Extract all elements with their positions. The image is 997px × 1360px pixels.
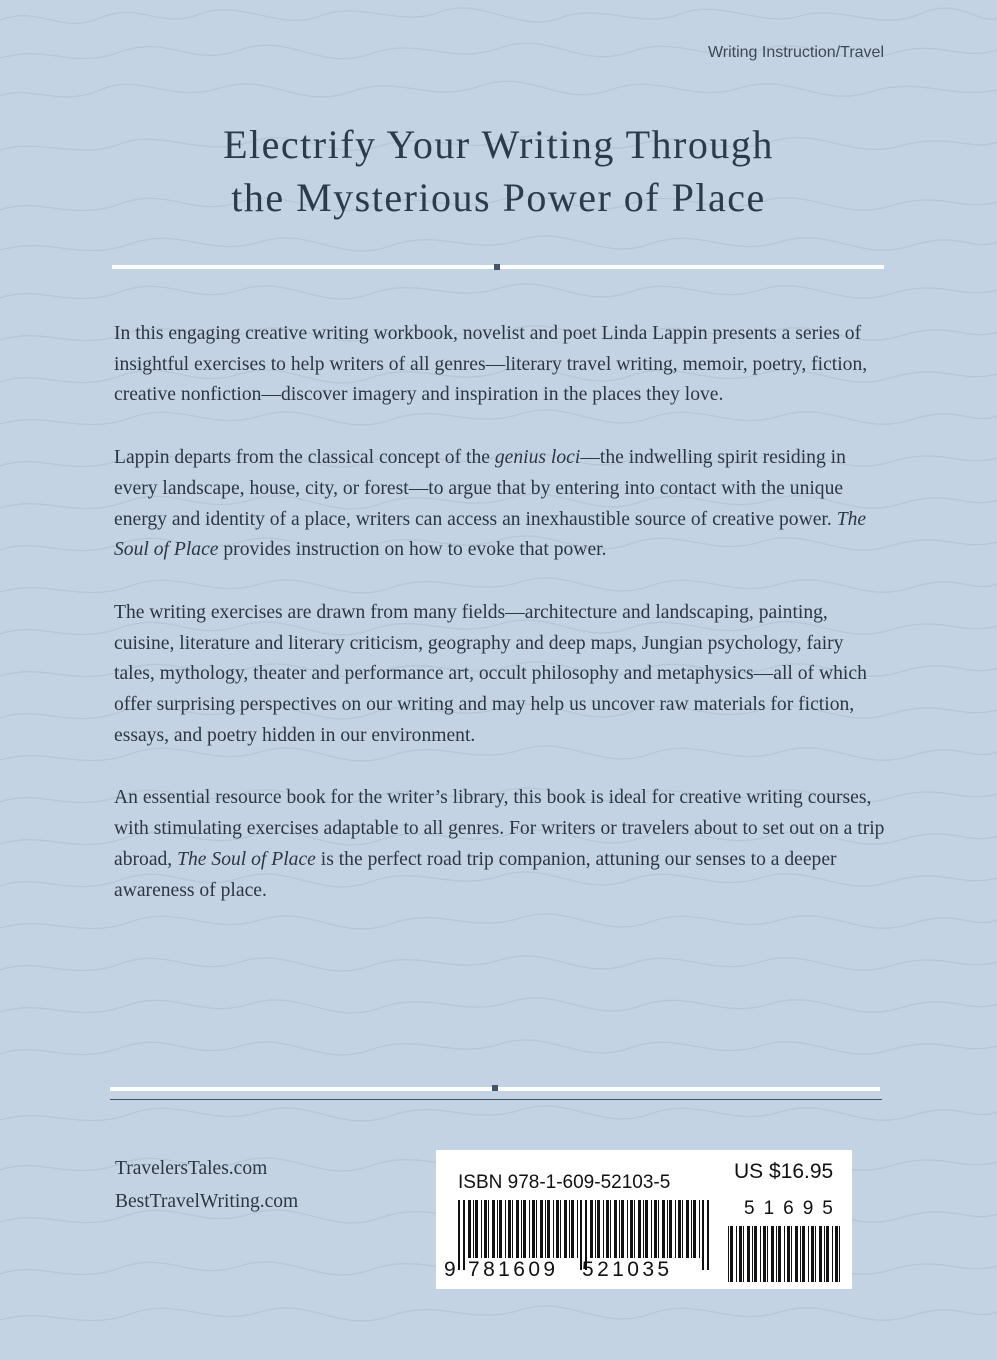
headline-line-2: the Mysterious Power of Place: [231, 175, 766, 220]
barcode-bar: [808, 1226, 809, 1282]
barcode-bar: [658, 1200, 659, 1258]
category-label: Writing Instruction/Travel: [707, 44, 884, 61]
barcode-bar: [512, 1200, 513, 1258]
paragraph-2-text-b: —the indwelling spirit residing in every landscape, house, city, or forest—to argue that by entering into contact with the unique energy and identity of a place, writers can access an inexhaustible source of creative power.: [114, 447, 846, 530]
book-title-reference: The Soul of Place: [114, 508, 867, 561]
website-travelerstales: TravelersTales.com: [115, 1158, 268, 1179]
barcode-bar: [645, 1200, 648, 1258]
barcode-block: [436, 1150, 852, 1289]
headline: [0, 118, 997, 224]
barcode-bar: [499, 1200, 502, 1258]
barcode-bar: [553, 1200, 554, 1258]
paragraph-4-text-a: An essential resource book for the writer’s library, this book is ideal for creative writing courses, with stimulating exercises adaptable to all genres. For writers or travelers about to set out on a trip abroad,: [114, 787, 885, 870]
paragraph-2-text-a: Lappin departs from the classical concept of the: [114, 447, 495, 469]
websites: [115, 1152, 298, 1218]
barcode-bar: [800, 1226, 801, 1282]
description: [114, 319, 889, 938]
barcode-bar: [787, 1226, 790, 1282]
ean-digits: [436, 1258, 716, 1282]
barcode-bar: [630, 1200, 633, 1258]
barcode-bar: [597, 1200, 600, 1258]
barcode-bar: [508, 1200, 511, 1258]
barcode-bar: [606, 1200, 609, 1258]
barcode-bar: [536, 1200, 537, 1258]
barcode-bar: [826, 1226, 829, 1282]
barcode-bar: [776, 1226, 777, 1282]
barcode-bar: [835, 1226, 838, 1282]
barcode-bar: [484, 1200, 487, 1258]
barcode-bar: [819, 1226, 822, 1282]
barcode-bar: [505, 1200, 506, 1258]
barcode-bar: [767, 1226, 768, 1282]
paragraph-1: In this engaging creative writing workbook, novelist and poet Linda Lappin presents a series of insightful exercises to help writers of all genres—literary travel writing, memoir, poetry, fiction, creative nonfiction—discover imagery and inspiration in the places they love.: [114, 323, 868, 406]
barcode-bar: [771, 1226, 774, 1282]
barcode-bar: [532, 1200, 535, 1258]
barcode-bar: [730, 1226, 733, 1282]
barcode-bar: [832, 1226, 833, 1282]
bottom-divider-rule: [110, 1099, 882, 1100]
barcode-bar: [564, 1200, 567, 1258]
barcode-bar: [492, 1200, 495, 1258]
website-besttravelwriting: BestTravelWriting.com: [115, 1191, 299, 1212]
barcode-bar: [590, 1200, 593, 1258]
barcode-bar: [529, 1200, 530, 1258]
barcode-bar: [638, 1200, 641, 1258]
ean-right-digits: 521035: [582, 1258, 673, 1281]
barcode-bar: [556, 1200, 559, 1258]
barcode-bar: [691, 1200, 692, 1258]
ean-first-digit: 9: [444, 1258, 456, 1281]
barcode-bar: [488, 1200, 489, 1258]
barcode-bar: [610, 1200, 611, 1258]
barcode-bar: [839, 1226, 840, 1282]
barcode-bar: [654, 1200, 657, 1258]
paragraph-2-text-c: provides instruction on how to evoke that power.: [218, 539, 607, 561]
isbn-label: ISBN 978-1-609-52103-5: [458, 1172, 671, 1193]
barcode-bar: [481, 1200, 482, 1258]
barcode-bar: [621, 1200, 624, 1258]
barcode-bar: [795, 1226, 798, 1282]
barcode-bar: [627, 1200, 628, 1258]
barcode-bar: [675, 1200, 676, 1258]
paragraph-2: [114, 443, 889, 566]
barcode-bar: [540, 1200, 543, 1258]
barcode-bar: [682, 1200, 683, 1258]
barcode-bar: [651, 1200, 652, 1258]
barcode-bar: [743, 1226, 744, 1282]
price-label: US $16.95: [734, 1160, 834, 1183]
barcode-bar: [468, 1200, 471, 1258]
barcode-bar: [614, 1200, 617, 1258]
barcode-bar: [763, 1226, 766, 1282]
genius-loci-term: genius loci: [494, 447, 581, 469]
barcode-bar: [736, 1226, 737, 1282]
barcode-bar: [752, 1226, 753, 1282]
barcode-bar: [778, 1226, 781, 1282]
bottom-divider-marker: [492, 1085, 498, 1091]
barcode-bar: [791, 1226, 792, 1282]
ean-left-digits: 781609: [468, 1258, 559, 1281]
barcode-bar: [473, 1200, 474, 1258]
barcode-bar: [595, 1200, 596, 1258]
barcode-bar: [634, 1200, 635, 1258]
barcode-bar: [662, 1200, 665, 1258]
barcode-bar: [497, 1200, 498, 1258]
barcode-bar: [754, 1226, 757, 1282]
barcode-bar: [747, 1226, 750, 1282]
barcode-bar: [521, 1200, 522, 1258]
barcode-bar: [577, 1200, 578, 1258]
barcode-bar: [516, 1200, 519, 1258]
headline-line-1: Electrify Your Writing Through: [223, 122, 774, 167]
addon-digits: 51695: [744, 1198, 842, 1219]
barcode-bar: [678, 1200, 681, 1258]
barcode-bar: [619, 1200, 620, 1258]
barcode-bar: [545, 1200, 546, 1258]
top-divider-marker: [494, 264, 500, 270]
barcode-bar: [669, 1200, 672, 1258]
barcode-bar: [815, 1226, 816, 1282]
barcode-bar: [569, 1200, 570, 1258]
barcode-bar: [523, 1200, 526, 1258]
barcode-bar: [739, 1226, 742, 1282]
barcode-bar: [571, 1200, 574, 1258]
paragraph-4-text-b: is the perfect road trip companion, attuning our senses to a deeper awareness of place.: [114, 848, 837, 901]
barcode-bar: [699, 1200, 700, 1258]
barcode-bar: [560, 1200, 561, 1258]
barcode-bar: [547, 1200, 550, 1258]
barcode-bar: [824, 1226, 825, 1282]
paragraph-3: The writing exercises are drawn from many fields—architecture and landscaping, painting, cuisine, literature and literary criticism, geography and deep maps, Jungian psychology, fairy tales, mythology, theater and performance art, occult philosophy and metaphysics—all of which offer surprising perspectives on our writing and may help us uncover raw materials for fiction, essays, and poetry hidden in our environment.: [114, 601, 867, 746]
barcode-bar: [475, 1200, 478, 1258]
barcode-bar: [784, 1226, 785, 1282]
barcode-bar: [693, 1200, 696, 1258]
barcode-bar: [728, 1226, 729, 1282]
paragraph-4: [114, 783, 889, 906]
barcode-bar: [643, 1200, 644, 1258]
barcode-bar: [686, 1200, 689, 1258]
barcode-bar: [760, 1226, 761, 1282]
barcode-bar: [603, 1200, 604, 1258]
barcode-bar: [667, 1200, 668, 1258]
barcode-bar: [811, 1226, 814, 1282]
book-title-reference: The Soul of Place: [177, 848, 316, 870]
barcode-bar: [802, 1226, 805, 1282]
